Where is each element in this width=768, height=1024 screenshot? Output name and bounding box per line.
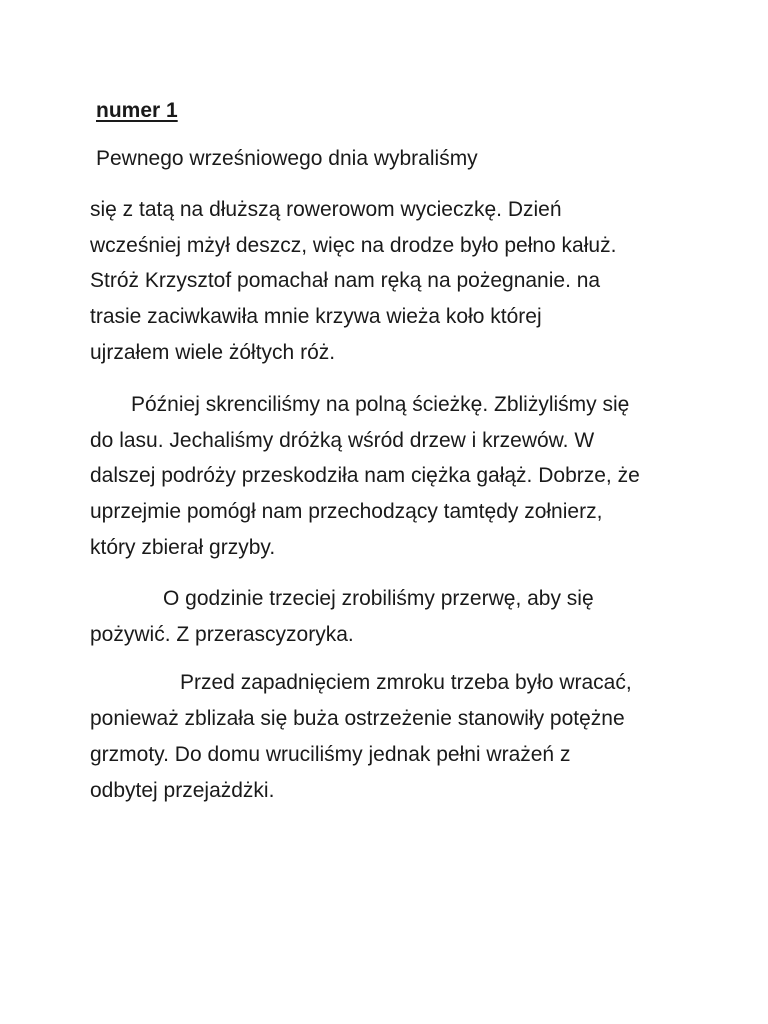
paragraph-4-line-4: odbytej przejażdżki. — [90, 779, 275, 802]
paragraph-1-line-4: Stróż Krzysztof pomachał nam ręką na pożegnanie. na — [90, 269, 601, 292]
paragraph-1-line-2: się z tatą na dłuższą rowerowom wycieczkę. Dzień — [90, 198, 562, 221]
paragraph-2-line-1: Później skrenciliśmy na polną ścieżkę. Zbliżyliśmy się — [131, 393, 630, 416]
paragraph-2-line-4: uprzejmie pomógł nam przechodzący tamtędy zołnierz, — [90, 500, 603, 523]
paragraph-2-line-2: do lasu. Jechaliśmy dróżką wśród drzew i krzewów. W — [90, 429, 595, 452]
paragraph-3-line-2: pożywić. Z przerascyzoryka. — [90, 623, 354, 646]
paragraph-4-line-2: ponieważ zblizała się buża ostrzeżenie stanowiły potężne — [90, 707, 625, 730]
paragraph-1-line-3: wcześniej mżył deszcz, więc na drodze było pełno kałuż. — [90, 234, 617, 257]
paragraph-3-line-1: O godzinie trzeciej zrobiliśmy przerwę, aby się — [163, 587, 594, 610]
paragraph-2-line-5: który zbierał grzyby. — [90, 536, 276, 559]
paragraph-4-line-3: grzmoty. Do domu wruciliśmy jednak pełni wrażeń z — [90, 743, 571, 766]
paragraph-1-line-1: Pewnego wrześniowego dnia wybraliśmy — [96, 147, 478, 170]
paragraph-1-line-5: trasie zaciwkawiła mnie krzywa wieża koło której — [90, 305, 542, 328]
paragraph-2-line-3: dalszej podróży przeskodziła nam ciężka gałąż. Dobrze, że — [90, 464, 640, 487]
paragraph-1-line-6: ujrzałem wiele żółtych róż. — [90, 341, 336, 364]
paragraph-4-line-1: Przed zapadnięciem zmroku trzeba było wracać, — [180, 671, 632, 694]
document-title: numer 1 — [96, 99, 178, 122]
